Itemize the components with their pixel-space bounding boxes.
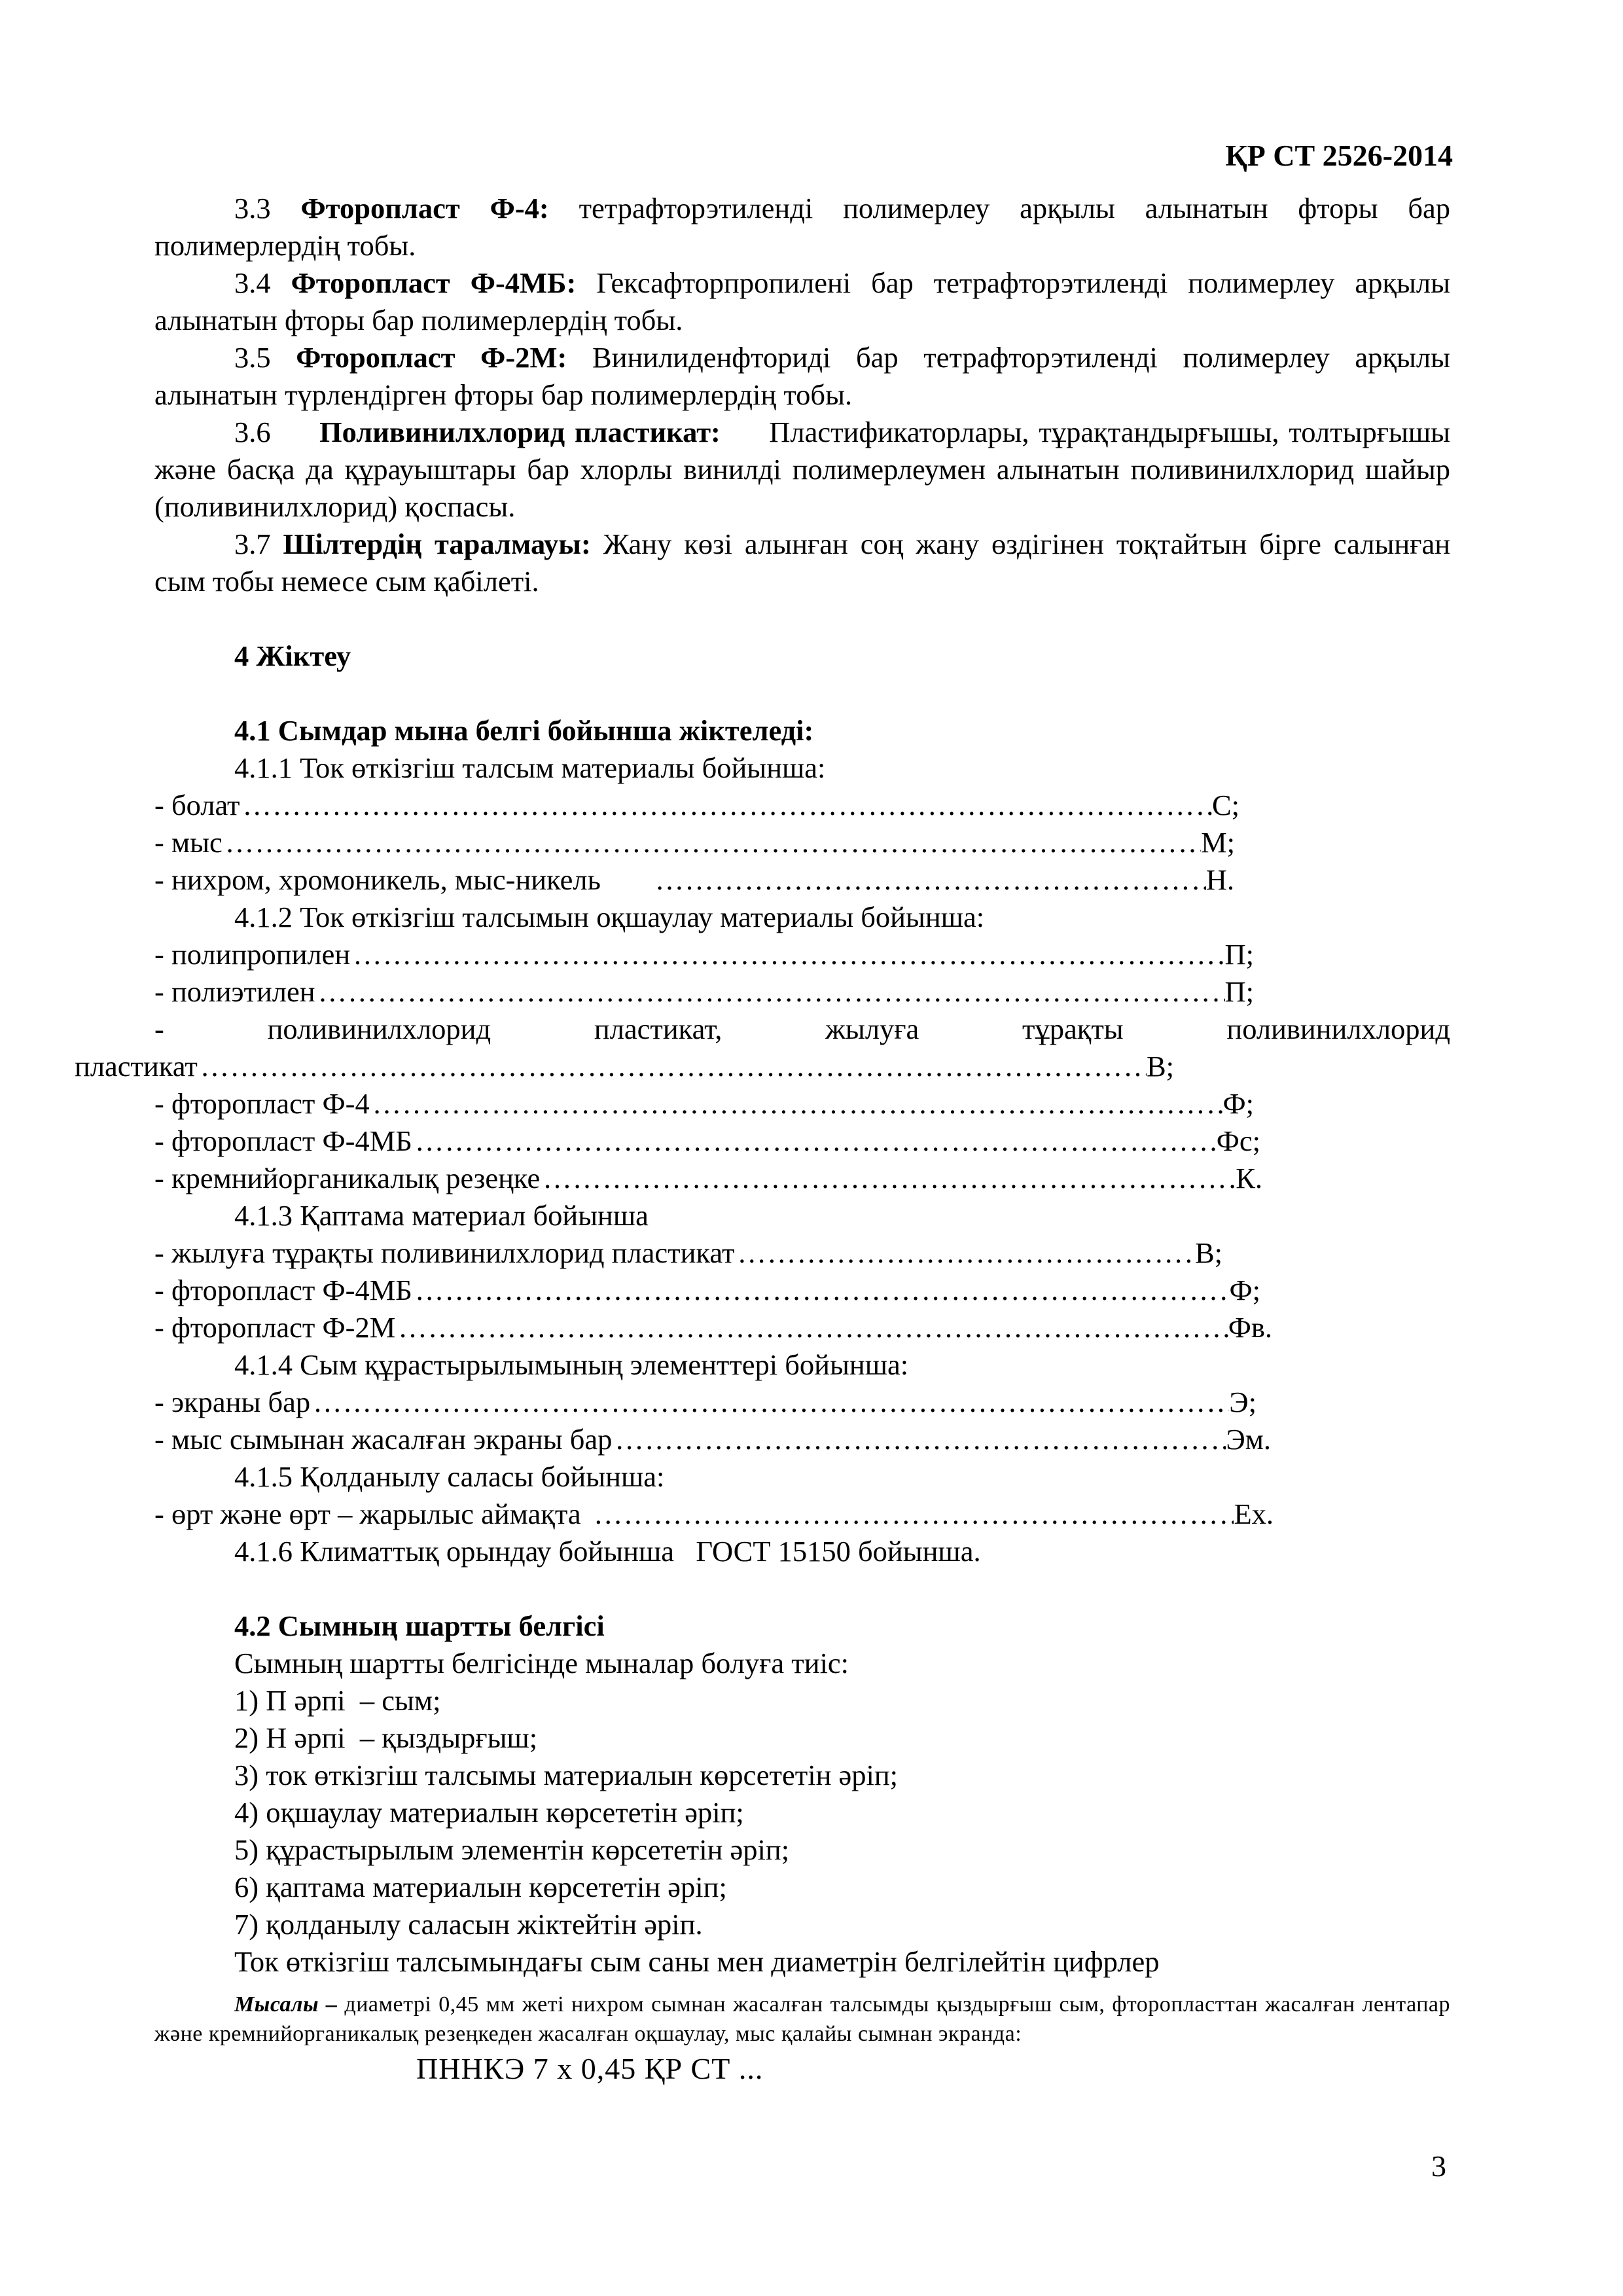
list-item: 6) қаптама материалын көрсететін әріп; xyxy=(234,1871,727,1903)
example-code: ПННКЭ 7 х 0,45 ҚР СТ ... xyxy=(416,2052,764,2085)
item-code: Н. xyxy=(1205,863,1234,896)
item-code: С; xyxy=(1211,789,1240,821)
classification-item: - фторопласт Ф-2М …………………………………………………………………………………………………………………………………………………… Фв. xyxy=(154,1309,1272,1346)
item-code: К. xyxy=(1236,1162,1262,1194)
section-4-2-intro: Сымның шартты белгісінде мыналар болуға тиіс: xyxy=(234,1647,849,1679)
subsection-4-1-3-title: 4.1.3 Қаптама материал бойынша xyxy=(234,1199,649,1232)
list-item: 3) ток өткізгіш талсымы материалын көрсететін әріп; xyxy=(234,1759,899,1791)
classification-item: - фторопласт Ф-4МБ …………………………………………………………………………………………………………………………………………………… Фс; xyxy=(154,1122,1260,1160)
list-item: 7) қолданылу саласын жіктейтін әріп. xyxy=(234,1908,703,1941)
section-4-title: 4 Жіктеу xyxy=(234,639,351,672)
definition-term: Фторопласт Ф-4МБ: xyxy=(291,266,577,299)
section-4-2-title: 4.2 Сымның шартты белгісі xyxy=(234,1609,605,1642)
definition-3-5: 3.5 Фторопласт Ф-2М: Винилиденфториді бар тетрафторэтиленді полимерлеу арқылы алынатын түрлендірген фторы бар полимерлердің тобы. xyxy=(154,341,1451,411)
page-content xyxy=(75,190,1451,2085)
standard-code-header: ҚР СТ 2526-2014 xyxy=(1225,139,1453,172)
item-code: П; xyxy=(1224,975,1254,1008)
list-item: 5) құрастырылым элементін көрсететін әріп; xyxy=(234,1833,790,1866)
list-item: 2) Н әрпі – қыздырғыш; xyxy=(234,1721,538,1754)
classification-item-pvc: - поливинилхлорид пластикат, жылуға тұрақты поливинилхлорид xyxy=(154,1013,1450,1045)
classification-item: - полиэтилен …………………………………………………………………………………………………………………………………………………… П; xyxy=(154,973,1254,1011)
subsection-4-1-4-title: 4.1.4 Сым құрастырылымының элементтері бойынша: xyxy=(234,1348,909,1381)
section-4-2-last-line: Ток өткізгіш талсымындағы сым саны мен диаметрін белгілейтін цифрлер xyxy=(234,1945,1160,1978)
item-code: В; xyxy=(1146,1050,1174,1083)
classification-item: - мыс …………………………………………………………………………………………………………………………………………………… М; xyxy=(154,824,1235,861)
item-code: Ех. xyxy=(1234,1498,1274,1530)
item-code: Эм. xyxy=(1226,1423,1271,1456)
definition-term: Поливинилхлорид пластикат: xyxy=(319,416,721,448)
definition-3-3: 3.3 Фторопласт Ф-4: тетрафторэтиленді полимерлеу арқылы алынатын фторы бар полимерлердің тобы. xyxy=(154,192,1451,262)
item-code: В; xyxy=(1194,1236,1222,1269)
definition-term: Фторопласт Ф-4: xyxy=(300,192,549,224)
section-4-1-title: 4.1 Сымдар мына белгі бойынша жіктеледі: xyxy=(234,714,814,747)
classification-item: - жылуға тұрақты поливинилхлорид пластикат …………………………………………………………………………………………………………………………………………………… В; xyxy=(154,1234,1222,1272)
list-item: 1) П әрпі – сым; xyxy=(234,1684,441,1717)
item-code: Фв. xyxy=(1228,1311,1272,1344)
definition-3-6: 3.6 Поливинилхлорид пластикат: Пластификаторлары, тұрақтандырғышы, толтырғышы және басқа да құрауыштары бар хлорлы винилді полимерлеумен алынатын поливинилхлорид шайыр (поливинилхлорид) қоспасы. xyxy=(154,416,1451,523)
item-code: Ф; xyxy=(1222,1087,1254,1120)
example-text: диаметрі 0,45 мм жеті нихром сымнан жасалған талсымды қыздырғыш сым, фторопласттан жасалған лентапар және кремнийорганикалық резеңкеден жасалған оқшаулау, мыс қалайы сымнан экранда: xyxy=(154,1992,1451,2046)
subsection-4-1-5-title: 4.1.5 Қолданылу саласы бойынша: xyxy=(234,1460,665,1493)
item-code: М; xyxy=(1201,826,1235,859)
classification-item: - өрт және өрт – жарылыс аймақта …………………………………………………………………………………………………………………………………………………… Ех. xyxy=(154,1496,1274,1533)
subsection-4-1-2-title: 4.1.2 Ток өткізгіш талсымын оқшаулау материалы бойынша: xyxy=(234,901,985,933)
classification-item-pvc-cont: пластикат …………………………………………………………………………………………………………………………………………………… В; xyxy=(75,1048,1174,1085)
example-label: Мысалы – xyxy=(234,1992,338,2017)
item-code: П; xyxy=(1224,938,1254,971)
item-code: Э; xyxy=(1229,1386,1257,1418)
list-item: 4) оқшаулау материалын көрсететін әріп; xyxy=(234,1796,744,1829)
example-note xyxy=(154,1990,1451,2085)
classification-item: - мыс сымынан жасалған экраны бар …………………………………………………………………………………………………………………………………………………… Эм. xyxy=(154,1421,1271,1458)
classification-item: - нихром, хромоникель, мыс-никель …………………………………………………………………………………………………………………………………………………… Н. xyxy=(154,861,1234,899)
definition-3-7: 3.7 Шілтердің таралмауы: Жану көзі алынған соң жану өздігінен тоқтайтын бірге салынған сым тобы немесе сым қабілеті. xyxy=(154,528,1451,598)
classification-item: - фторопласт Ф-4 …………………………………………………………………………………………………………………………………………………… Ф; xyxy=(154,1085,1254,1122)
subsection-4-1-1-title: 4.1.1 Ток өткізгіш талсым материалы бойынша: xyxy=(234,751,826,784)
classification-item: - экраны бар …………………………………………………………………………………………………………………………………………………… Э; xyxy=(154,1384,1257,1421)
classification-item: - кремнийорганикалық резеңке …………………………………………………………………………………………………………………………………………………… К. xyxy=(154,1160,1262,1197)
item-code: Фс; xyxy=(1216,1124,1260,1157)
definition-term: Шілтердің таралмауы: xyxy=(283,528,591,560)
definition-term: Фторопласт Ф-2М: xyxy=(296,341,567,374)
page-number: 3 xyxy=(1431,2149,1446,2183)
item-code: Ф; xyxy=(1229,1274,1260,1306)
definition-3-4: 3.4 Фторопласт Ф-4МБ: Гексафторпропилені бар тетрафторэтиленді полимерлеу арқылы алынатын фторы бар полимерлердің тобы. xyxy=(154,266,1450,336)
classification-item: - болат …………………………………………………………………………………………………………………………………………………… С; xyxy=(154,787,1240,824)
classification-item: - полипропилен …………………………………………………………………………………………………………………………………………………… П; xyxy=(154,936,1254,973)
classification-item: - фторопласт Ф-4МБ …………………………………………………………………………………………………………………………………………………… Ф; xyxy=(154,1272,1260,1309)
subsection-4-1-6-title: 4.1.6 Климаттық орындау бойынша ГОСТ 15150 бойынша. xyxy=(234,1535,981,1568)
